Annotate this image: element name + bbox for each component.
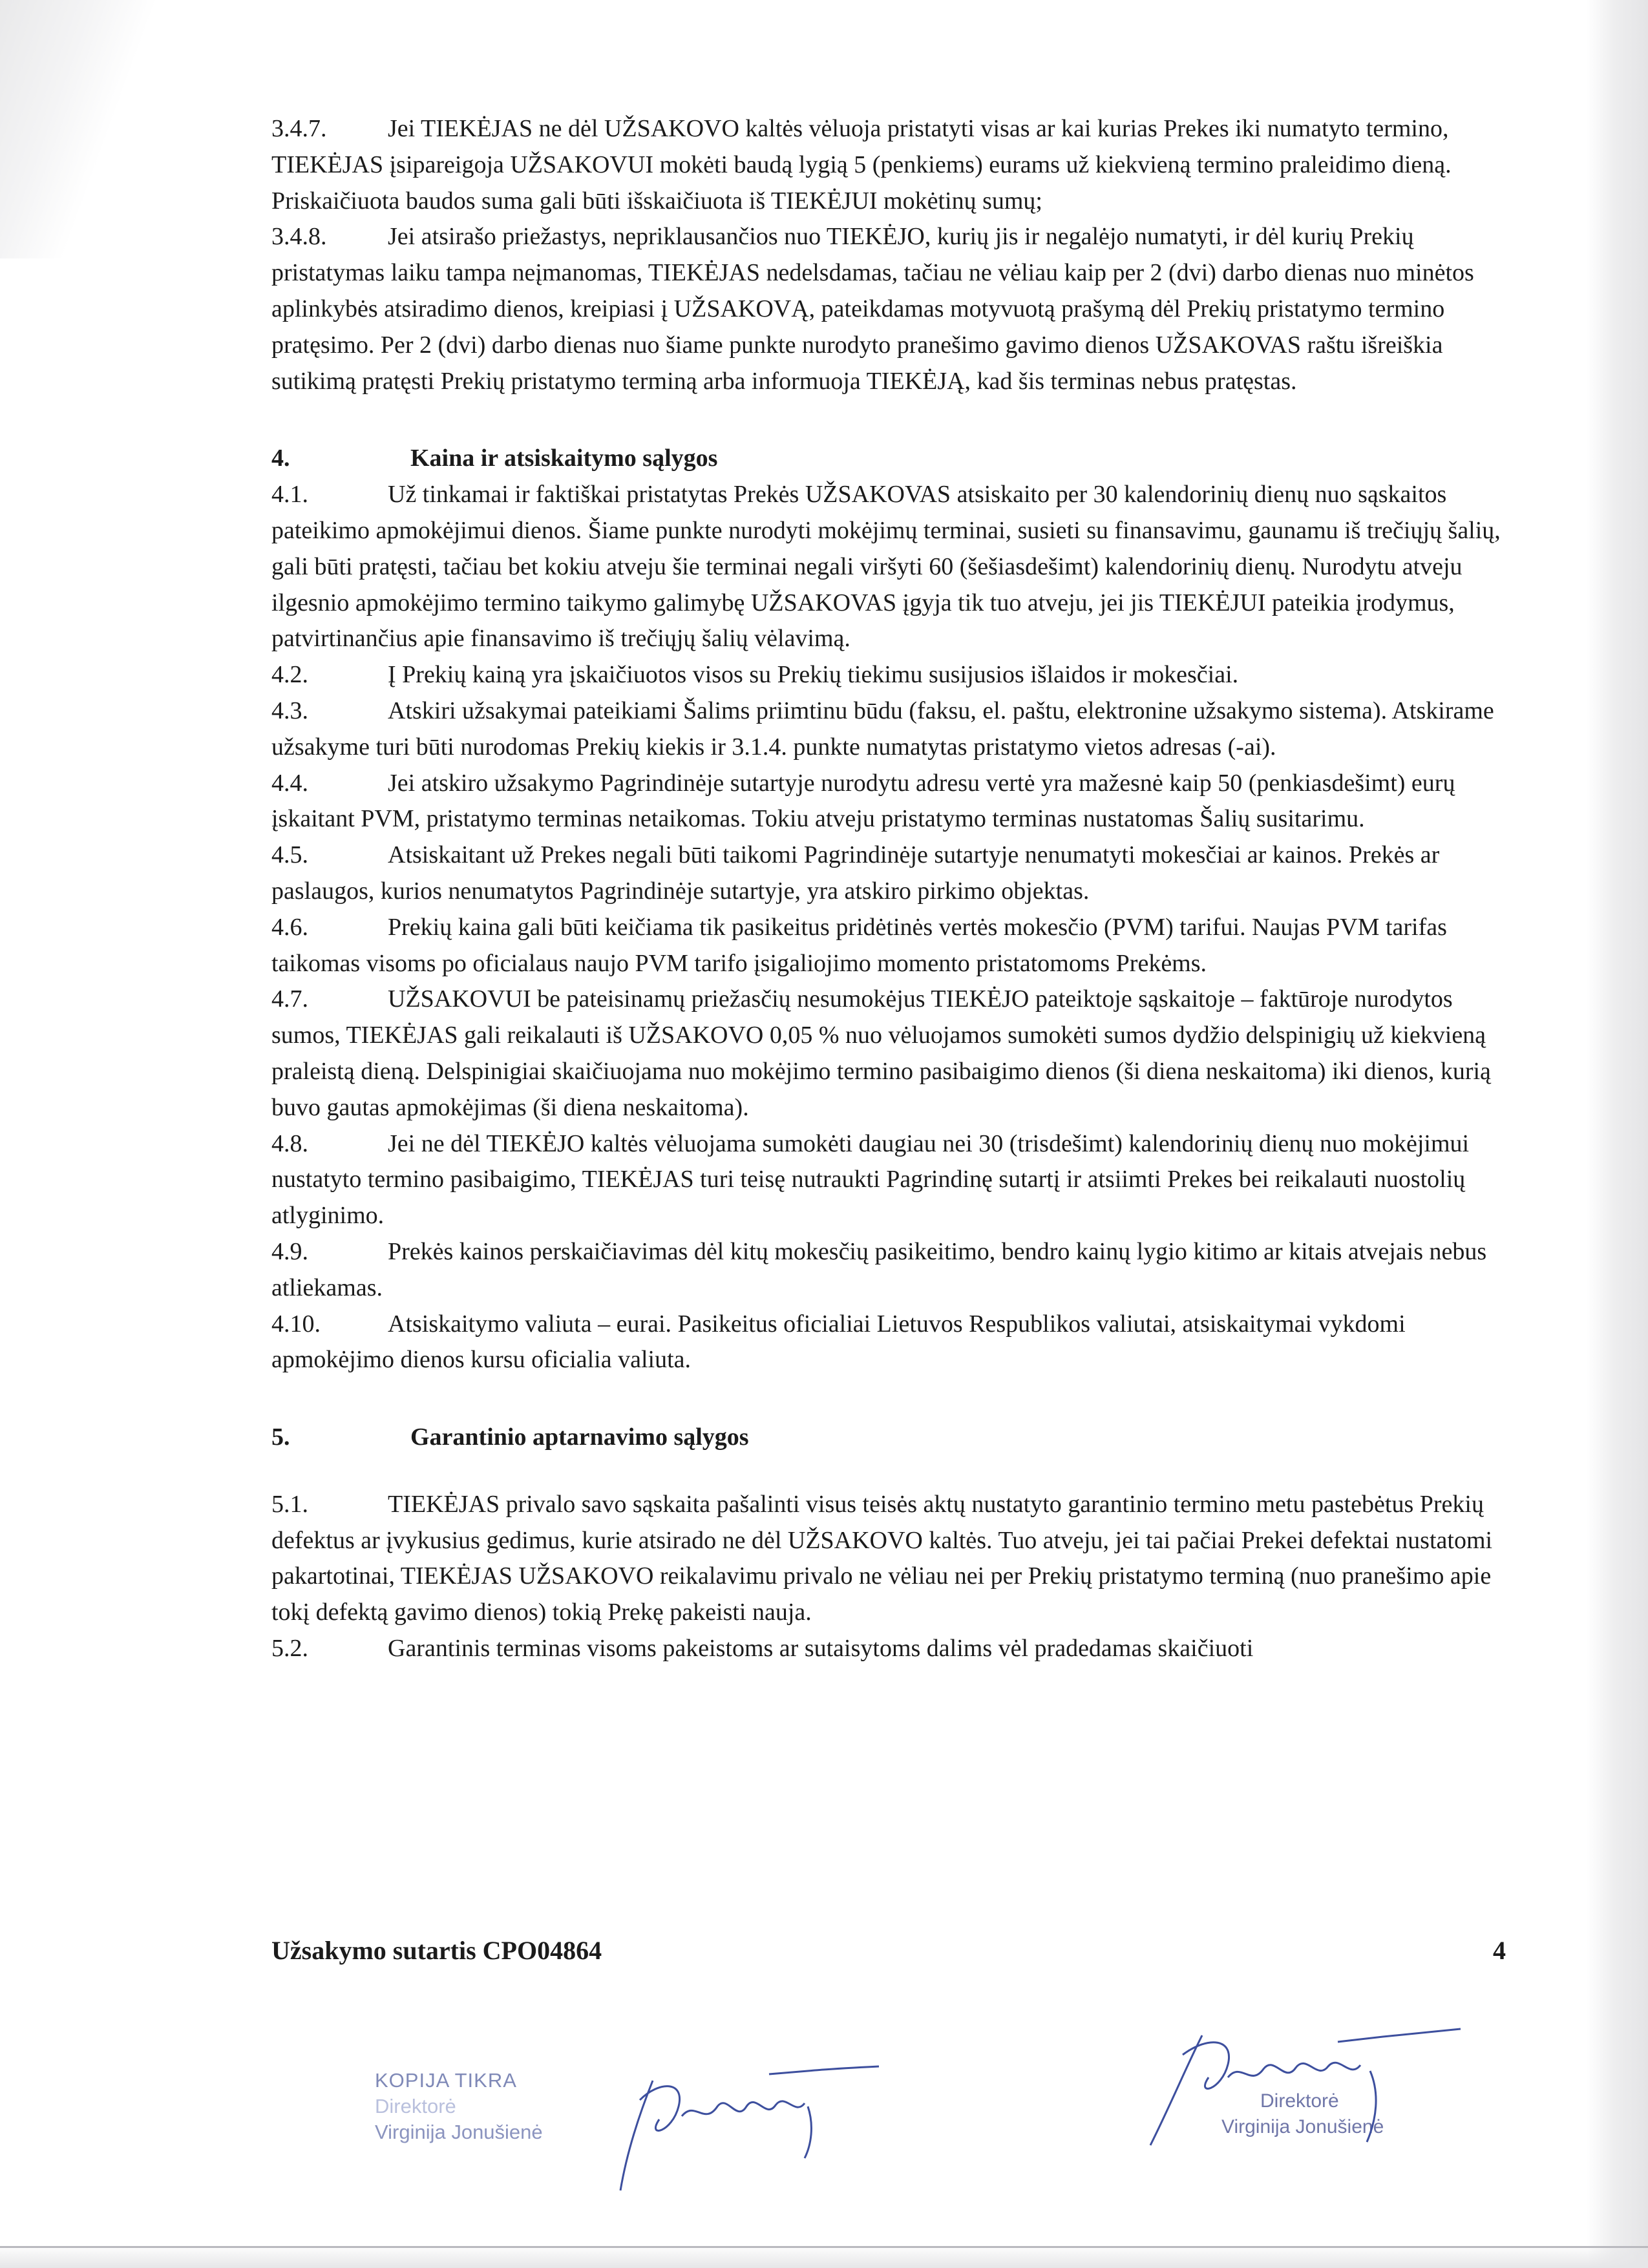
clause-number: 3.4.8. [271,223,327,251]
clause-4-1 [271,477,1512,657]
section-4-heading [271,441,1512,477]
clause-number: 4.7. [271,985,308,1013]
scan-border-line [0,2246,1648,2248]
clause-text: Prekių kaina gali būti keičiama tik pasikeitus pridėtinės vertės mokesčio (PVM) tarifui. Naujas PVM tarifas taikomas visoms po oficialaus naujo PVM tarifo įsigaliojimo momento pristatomoms Prekėms. [271,913,1447,977]
clause-number: 3.4.7. [271,115,327,142]
clause-number: 4.4. [271,769,308,797]
scan-shadow-bottom [0,2245,1648,2268]
clause-number: 4.6. [271,913,308,941]
scan-shadow-left [0,0,168,258]
section-5-heading [271,1420,1512,1456]
clause-text: Prekės kainos perskaičiavimas dėl kitų mokesčių pasikeitimo, bendro kainų lygio kitimo ar kitais atvejais nebus atliekamas. [271,1237,1487,1301]
spacer [271,399,1512,441]
clause-4-8 [271,1126,1512,1234]
clause-number: 4.2. [271,661,308,689]
clause-text: Jei TIEKĖJAS ne dėl UŽSAKOVO kaltės vėluoja pristatyti visas ar kai kurias Prekes iki numatyto termino, TIEKĖJAS įsipareigoja UŽSAKOVUI mokėti baudą lygią 5 (penkiems) eurams už kiekvieną termino praleidimo dieną. Priskaičiuota baudos suma gali būti išskaičiuota iš TIEKĖJUI mokėtinų sumų; [271,115,1452,215]
clause-number: 5.2. [271,1635,308,1663]
clause-number: 4.8. [271,1129,308,1157]
clause-3-4-8 [271,219,1512,399]
handwritten-signature-icon [1125,2016,1474,2165]
clause-5-1 [271,1487,1512,1631]
spacer [271,1378,1512,1420]
section-title: Garantinio aptarnavimo sąlygos [410,1423,749,1451]
clause-text: Jei atsirašo priežastys, nepriklausančios nuo TIEKĖJO, kurių jis ir negalėjo numatyti, ir dėl kurių Prekių pristatymas laiku tampa neįmanomas, TIEKĖJAS nedelsdamas, tačiau ne vėliau kaip per 2 (dvi) darbo dienas nuo minėtos aplinkybės atsiradimo dienos, kreipiasi į UŽSAKOVĄ, pateikdamas motyvuotą prašymą dėl Prekių pristatymo termino pratęsimo. Per 2 (dvi) darbo dienas nuo šiame punkte nurodyto pranešimo gavimo dienos UŽSAKOVAS raštu išreiškia sutikimą pratęsti Prekių pristatymo terminą arba informuoja TIEKĖJĄ, kad šis terminas nebus pratęstas. [271,223,1474,395]
clause-number: 4.3. [271,697,308,724]
clause-4-9 [271,1234,1512,1307]
clause-3-4-7 [271,111,1512,219]
stamp-name: Virginija Jonušienė [1221,2116,1384,2137]
signature-right [1125,2016,1474,2165]
clause-text: Garantinis terminas visoms pakeistoms ar sutaisytoms dalims vėl pradedamas skaičiuoti [388,1635,1254,1663]
clause-text: Jei atskiro užsakymo Pagrindinėje sutartyje nurodytu adresu vertė yra mažesnė kaip 50 (penkiasdešimt) eurų įskaitant PVM, pristatymo terminas netaikomas. Tokiu atveju pristatymo terminas nustatomas Šalių susitarimu. [271,769,1455,833]
signature-left [614,2055,898,2203]
stamp-name: Virginija Jonušienė [375,2121,543,2143]
section-title: Kaina ir atsiskaitymo sąlygos [410,445,718,472]
clause-number: 5.1. [271,1490,308,1518]
clause-4-6 [271,910,1512,982]
copy-certification-stamp [375,2068,607,2145]
section-number: 5. [271,1423,290,1451]
document-body [271,111,1512,1667]
section-number: 4. [271,445,290,472]
clause-5-2 [271,1631,1512,1667]
clause-number: 4.5. [271,841,308,869]
page-number: 4 [1493,1936,1506,1965]
clause-number: 4.10. [271,1310,321,1338]
page-footer [271,1935,1506,1966]
clause-text: Jei ne dėl TIEKĖJO kaltės vėluojama sumokėti daugiau nei 30 (trisdešimt) kalendorinių dienų nuo mokėjimui nustatyto termino pasibaigimo, TIEKĖJAS turi teisę nutraukti Pagrindinę sutartį ir atsiimti Prekes bei reikalauti nuostolių atlyginimo. [271,1129,1470,1230]
clause-text: Atsiskaitant už Prekes negali būti taikomi Pagrindinėje sutartyje nenumatyti mokesčiai ar kainos. Prekės ar paslaugos, kurios nenumatytos Pagrindinėje sutartyje, yra atskiro pirkimo objektas. [271,841,1440,905]
spacer [271,1456,1512,1487]
contract-reference: Užsakymo sutartis CPO04864 [271,1936,602,1965]
clause-4-5 [271,837,1512,910]
clause-4-3 [271,693,1512,766]
stamp-title: KOPIJA TIKRA [375,2069,517,2092]
scan-shadow-right [1587,0,1648,2268]
clause-4-7 [271,982,1512,1126]
clause-4-2 [271,657,1512,693]
clause-text: Į Prekių kainą yra įskaičiuotos visos su Prekių tiekimu susijusios išlaidos ir mokesčiai. [388,661,1239,689]
stamp-role: Direktorė [1260,2090,1339,2112]
clause-text: Už tinkamai ir faktiškai pristatytas Prekės UŽSAKOVAS atsiskaito per 30 kalendorinių dienų nuo sąskaitos pateikimo apmokėjimui dienos. Šiame punkte nurodyti mokėjimų terminai, susieti su finansavimu, gaunamu iš trečiųjų šalių, gali būti pratęsti, tačiau bet kokiu atveju šie terminai negali viršyti 60 (šešiasdešimt) kalendorinių dienų. Nurodytu atveju ilgesnio apmokėjimo termino taikymo galimybę UŽSAKOVAS įgyja tik tuo atveju, jei jis TIEKĖJUI pateikia įrodymus, patvirtinančius apie finansavimo iš trečiųjų šalių vėlavimą. [271,481,1501,653]
handwritten-signature-icon [614,2055,898,2203]
clause-number: 4.9. [271,1237,308,1265]
clause-text: TIEKĖJAS privalo savo sąskaita pašalinti visus teisės aktų nustatyto garantinio termino metu pastebėtus Prekių defektus ar įvykusius gedimus, kurie atsirado ne dėl UŽSAKOVO kaltės. Tuo atveju, jei tai pačiai Prekei defektai nustatomi pakartotinai, TIEKĖJAS UŽSAKOVO reikalavimu privalo ne vėliau nei per Prekių pristatymo terminą (nuo pranešimo apie tokį defektą gavimo dienos) tokią Prekę pakeisti nauja. [271,1490,1493,1626]
stamp-role: Direktorė [375,2095,456,2117]
clause-text: Atsiskaitymo valiuta – eurai. Pasikeitus oficialiai Lietuvos Respublikos valiutai, atsiskaitymai vykdomi apmokėjimo dienos kursu oficialia valiuta. [271,1310,1406,1374]
clause-4-4 [271,766,1512,838]
clause-number: 4.1. [271,481,308,509]
clause-text: UŽSAKOVUI be pateisinamų priežasčių nesumokėjus TIEKĖJO pateiktoje sąskaitoje – faktūroje nurodytos sumos, TIEKĖJAS gali reikalauti iš UŽSAKOVO 0,05 % nuo vėluojamos sumokėti sumos dydžio delspinigių už kiekvieną praleistą dieną. Delspinigiai skaičiuojama nuo mokėjimo termino pasibaigimo dienos (ši diena neskaitoma) iki dienos, kurią buvo gautas apmokėjimas (ši diena neskaitoma). [271,985,1491,1121]
clause-text: Atskiri užsakymai pateikiami Šalims priimtinu būdu (faksu, el. paštu, elektronine užsakymo sistema). Atskirame užsakyme turi būti nurodomas Prekių kiekis ir 3.1.4. punkte numatytas pristatymo vietos adresas (-ai). [271,697,1494,761]
clause-4-10 [271,1307,1512,1379]
